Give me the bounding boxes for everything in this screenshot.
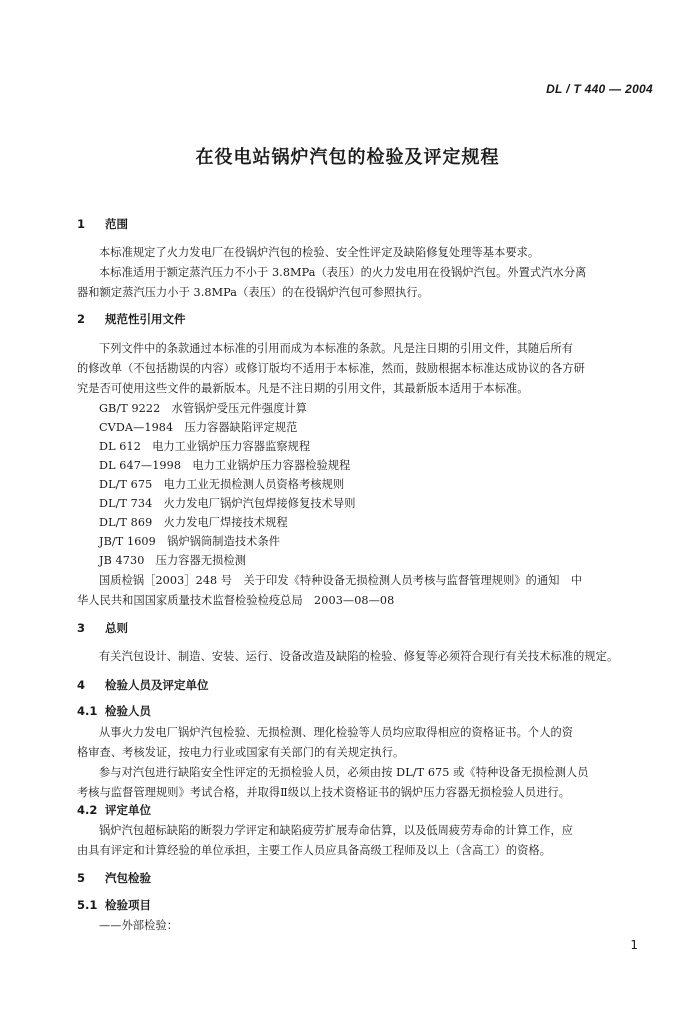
reference-item: JB/T 1609 锅炉锅筒制造技术条件 [99, 535, 281, 548]
reference-item: CVDA—1984 压力容器缺陷评定规范 [99, 421, 298, 434]
paragraph-line: 究是否可使用这些文件的最新版本。凡是不注日期的引用文件，其最新版本适用于本标准。 [77, 382, 529, 395]
list-item: ——外部检验： [99, 919, 179, 932]
section-4-heading [77, 677, 209, 693]
paragraph-line: 器和额定蒸汽压力小于 3.8MPa（表压）的在役锅炉汽包可参照执行。 [77, 286, 429, 299]
section-title: 检验项目 [105, 898, 151, 912]
reference-item: DL/T 734 火力发电厂锅炉汽包焊接修复技术导则 [99, 497, 356, 510]
section-5-heading [77, 870, 151, 886]
paragraph-line: 参与对汽包进行缺陷安全性评定的无损检验人员，必须由按 DL/T 675 或《特种设备无损检测人员 [99, 766, 589, 779]
reference-notice: 国质检锅［2003］248 号 关于印发《特种设备无损检测人员考核与监督管理规则》的通知 中 [99, 574, 583, 587]
section-title: 检验人员及评定单位 [105, 678, 209, 692]
document-title: 在役电站锅炉汽包的检验及评定规程 [195, 147, 500, 168]
section-title: 评定单位 [105, 803, 151, 817]
paragraph-line: 从事火力发电厂锅炉汽包检验、无损检测、理化检验等人员均应取得相应的资格证书。个人的资 [99, 726, 574, 739]
section-number: 4.1 [77, 704, 98, 718]
section-5-1-heading [77, 897, 151, 913]
paragraph-line: 的修改单（不包括勘误的内容）或修订版均不适用于本标准，然而，鼓励根据本标准达成协议的各方研 [77, 362, 585, 375]
paragraph-line: 本标准规定了火力发电厂在役锅炉汽包的检验、安全性评定及缺陷修复处理等基本要求。 [99, 246, 540, 259]
paragraph-line: 格审查、考核发证，按电力行业或国家有关部门的有关规定执行。 [77, 746, 405, 759]
section-number: 4.2 [77, 803, 98, 817]
paragraph-line: 考核与监督管理规则》考试合格，并取得Ⅱ级以上技术资格证书的锅炉压力容器无损检验人员进行。 [77, 786, 571, 799]
paragraph-line: 锅炉汽包超标缺陷的断裂力学评定和缺陷疲劳扩展寿命估算，以及低周疲劳寿命的计算工作，应 [99, 824, 574, 837]
section-title: 总则 [105, 621, 128, 635]
reference-item: DL 612 电力工业锅炉压力容器监察规程 [99, 440, 311, 453]
document-code: DL / T 440 — 2004 [546, 82, 653, 96]
reference-notice: 华人民共和国国家质量技术监督检验检疫总局 2003—08—08 [77, 594, 395, 607]
reference-item: GB/T 9222 水管锅炉受压元件强度计算 [99, 402, 308, 415]
section-number: 1 [77, 217, 86, 231]
section-number: 2 [77, 312, 86, 326]
section-number: 5 [77, 871, 86, 885]
section-number: 4 [77, 678, 86, 692]
section-number: 5.1 [77, 898, 98, 912]
section-number: 3 [77, 621, 86, 635]
section-title: 汽包检验 [105, 871, 151, 885]
paragraph-line: 由具有评定和计算经验的单位承担，主要工作人员应具备高级工程师及以上（含高工）的资格。 [77, 844, 552, 857]
reference-item: DL/T 675 电力工业无损检测人员资格考核规则 [99, 478, 345, 491]
paragraph-line: 下列文件中的条款通过本标准的引用而成为本标准的条款。凡是注日期的引用文件，其随后所有 [99, 342, 574, 355]
section-2-heading [77, 311, 186, 327]
section-4-1-heading [77, 703, 151, 719]
reference-item: DL/T 869 火力发电厂焊接技术规程 [99, 516, 288, 529]
section-title: 范围 [105, 217, 128, 231]
section-title: 检验人员 [105, 704, 151, 718]
paragraph-line: 有关汽包设计、制造、安装、运行、设备改造及缺陷的检验、修复等必须符合现行有关技术标准的规定。 [99, 650, 619, 663]
reference-item: DL 647—1998 电力工业锅炉压力容器检验规程 [99, 459, 351, 472]
reference-item: JB 4730 压力容器无损检测 [99, 554, 247, 567]
section-4-2-heading [77, 802, 151, 818]
paragraph-line: 本标准适用于额定蒸汽压力不小于 3.8MPa（表压）的火力发电用在役锅炉汽包。外置式汽水分离 [99, 266, 587, 279]
section-3-heading [77, 620, 128, 636]
section-title: 规范性引用文件 [105, 312, 186, 326]
page-number: 1 [630, 938, 638, 952]
section-1-heading [77, 216, 128, 232]
